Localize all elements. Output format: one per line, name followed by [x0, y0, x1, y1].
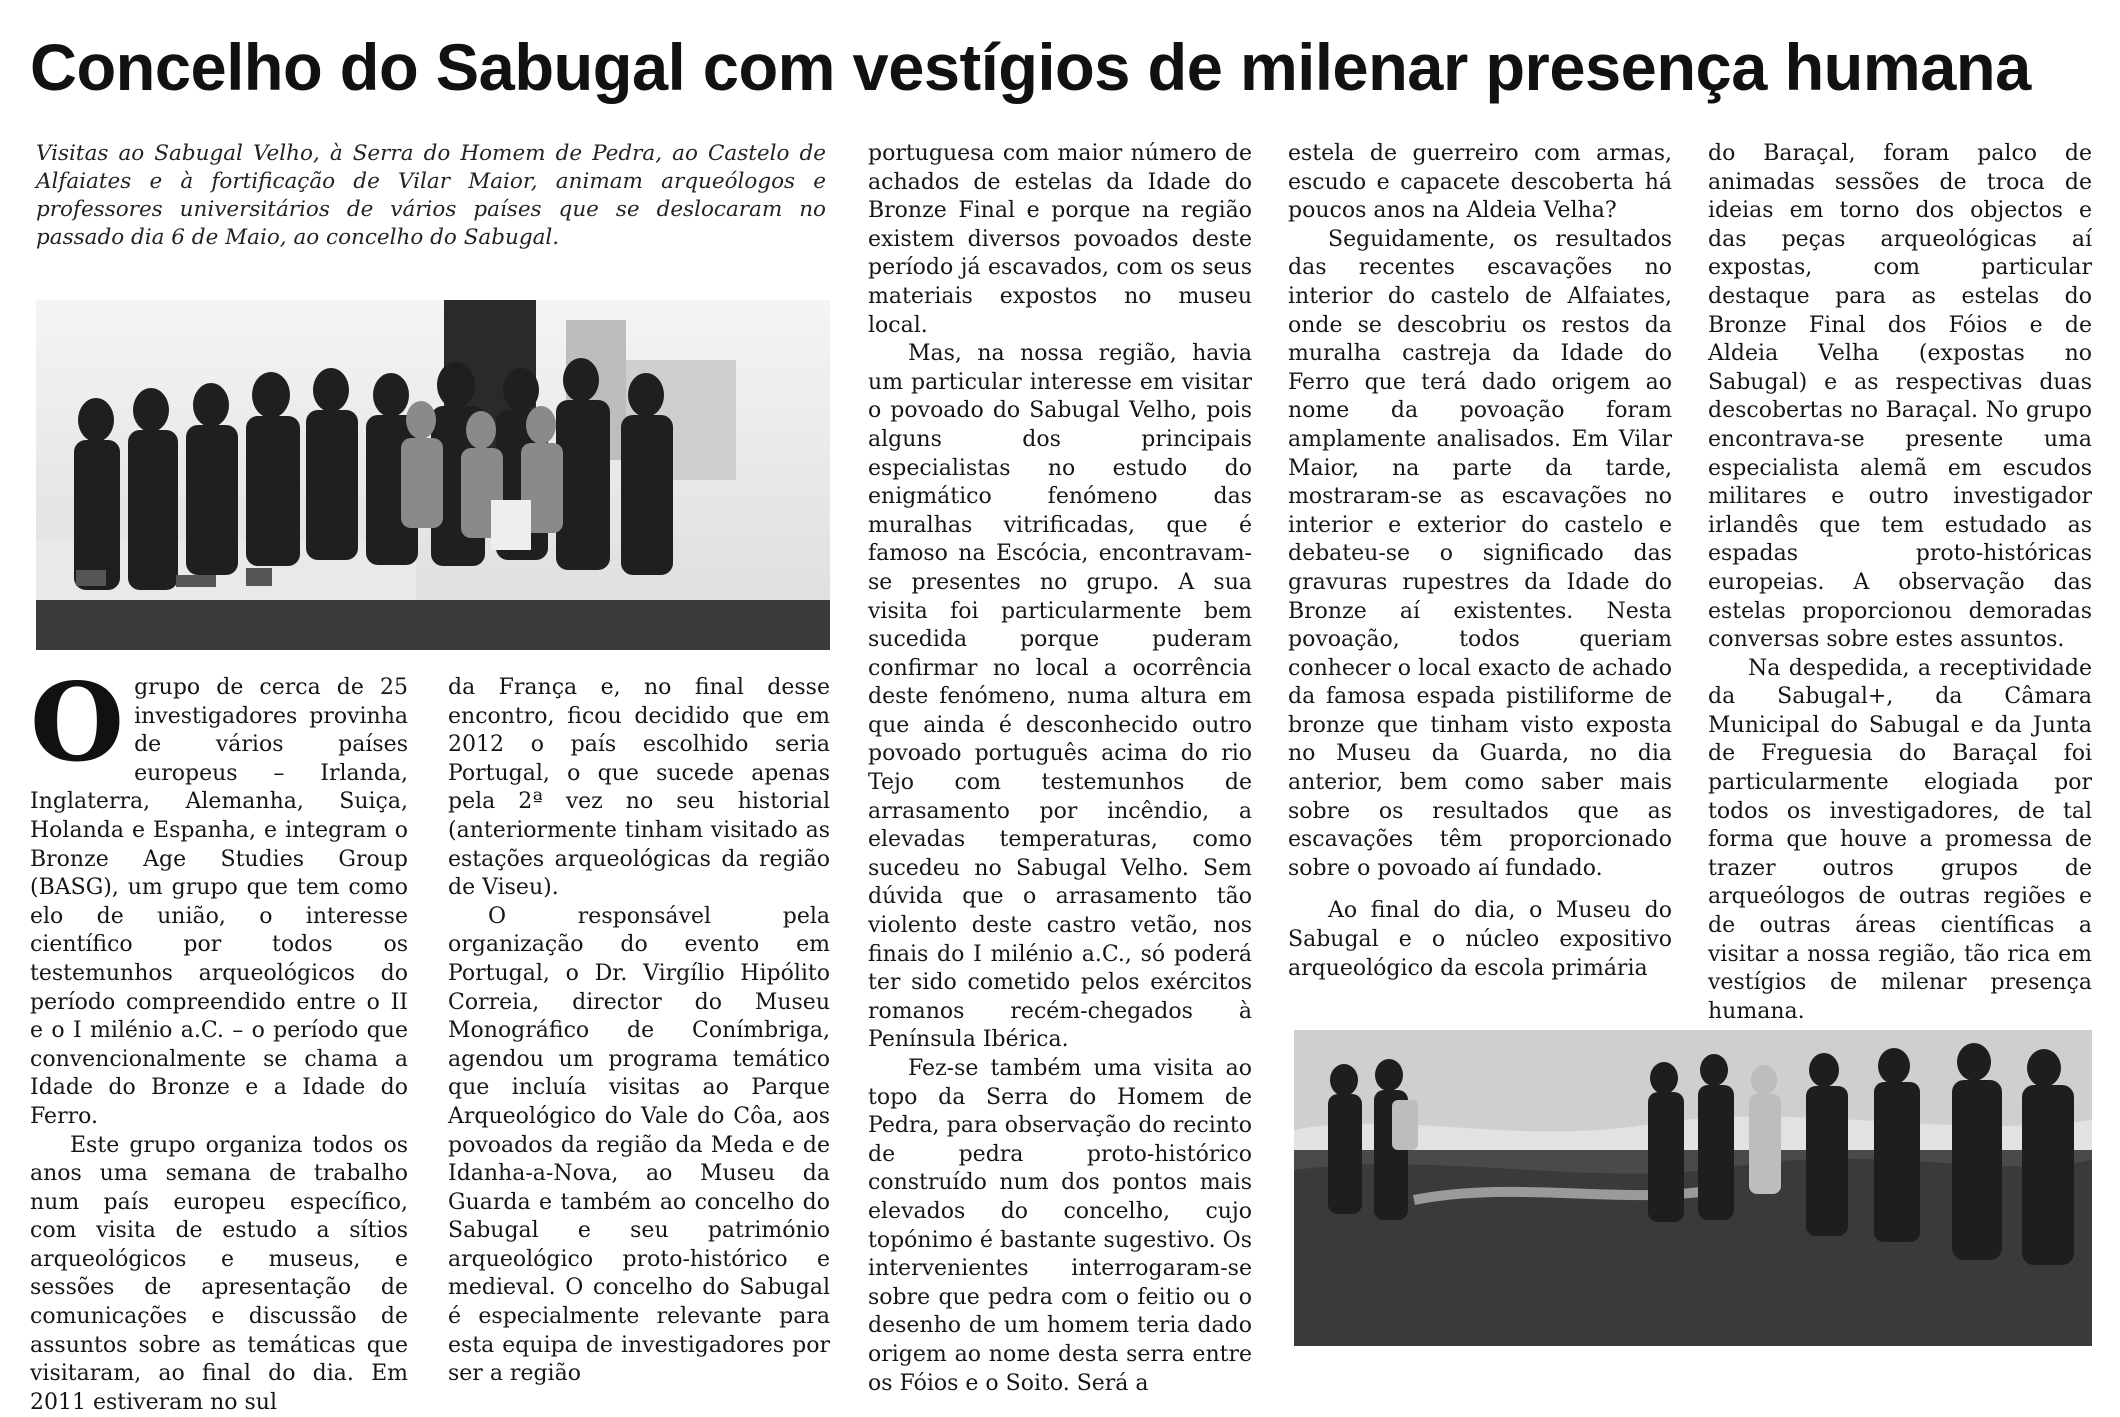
paragraph: da França e, no final desse encontro, ficou decidido que em 2012 o país escolhido seria Portugal, o que sucede apenas pela 2ª vez no seu historial (anteriormente tinham visitado as estações arqueológicas da região de Viseu).: [448, 674, 830, 903]
paragraph: Ao final do dia, o Museu do Sabugal e o núcleo expositivo arqueológico da escola primária: [1288, 897, 1672, 983]
article-column-4: [1288, 140, 1672, 970]
field-visit-photo-image: [1294, 1030, 2092, 1346]
article-column-3: [868, 140, 1252, 1346]
paragraph: grupo de cerca de 25 investigadores provinha de vários países europeus – Irlanda, Inglaterra, Alemanha, Suiça, Holanda e Espanha, e integram o Bronze Age Studies Group (BASG), um grupo que tem como elo de união, o interesse científico por todos os testemunhos arqueológicos do período compreendido entre o II e o I milénio a.C. – o período que convencionalmente se chama a Idade do Bronze e a Idade do Ferro.: [30, 674, 408, 1132]
paragraph: Na despedida, a receptividade da Sabugal+, da Câmara Municipal do Sabugal e da Junta de Freguesia do Baraçal foi particularmente elogiada por todos os investigadores, de tal forma que houve a promessa de trazer outros grupos de arqueólogos de outras regiões e de outras áreas científicas a visitar a nossa região, tão rica em vestígios de milenar presença humana.: [1708, 655, 2092, 1027]
group-photo-image: [36, 300, 830, 650]
article-column-5: [1708, 140, 2092, 970]
article-lead: Visitas ao Sabugal Velho, à Serra do Homem de Pedra, ao Castelo de Alfaiates e à fortificação de Vilar Maior, animam arqueólogos e professores universitários de vários países que se deslocaram no passado dia 6 de Maio, ao concelho do Sabugal.: [36, 140, 826, 252]
paragraph: Seguidamente, os resultados das recentes escavações no interior do castelo de Alfaiates, onde se descobriu os restos da muralha castreja da Idade do Ferro que terá dado origem ao nome da povoação foram amplamente analisados. Em Vilar Maior, na parte da tarde, mostraram-se as escavações no interior e exterior do castelo e debateu-se o significado das gravuras rupestres da Idade do Bronze aí existentes. Nesta povoação, todos queriam conhecer o local exacto de achado da famosa espada pistiliforme de bronze que tinham visto exposta no Museu da Guarda, no dia anterior, bem como saber mais sobre os resultados que as escavações têm proporcionado sobre o povoado aí fundado.: [1288, 226, 1672, 884]
field-visit-photo: [1294, 1030, 2092, 1346]
paragraph: Fez-se também uma visita ao topo da Serra do Homem de Pedra, para observação do recinto de pedra proto-histórico construído num dos pontos mais elevados do concelho, cujo topónimo é bastante sugestivo. Os intervenientes interrogaram-se sobre que pedra com o feitio ou o desenho de um homem teria dado origem ao nome desta serra entre os Fóios e o Soito. Será a: [868, 1055, 1252, 1398]
paragraph: Mas, na nossa região, havia um particular interesse em visitar o povoado do Sabugal Velho, pois alguns dos principais especialistas no estudo do enigmático fenómeno das muralhas vitrificadas, que é famoso na Escócia, encontravam-se presentes no grupo. A sua visita foi particularmente bem sucedida porque puderam confirmar no local a ocorrência deste fenómeno, numa altura em que ainda é desconhecido outro povoado português acima do rio Tejo com testemunhos de arrasamento por incêndio, a elevadas temperaturas, como sucedeu no Sabugal Velho. Sem dúvida que o arrasamento tão violento deste castro vetão, nos finais do I milénio a.C., só poderá ter sido cometido pelos exércitos romanos recém-chegados à Península Ibérica.: [868, 340, 1252, 1055]
drop-cap: O: [30, 680, 124, 766]
article-column-2: [448, 674, 830, 1346]
paragraph: estela de guerreiro com armas, escudo e capacete descoberta há poucos anos na Aldeia Velha?: [1288, 140, 1672, 226]
article-column-1: [30, 674, 408, 1346]
paragraph: Este grupo organiza todos os anos uma semana de trabalho num país europeu específico, com visita de estudo a sítios arqueológicos e museus, e sessões de apresentação de comunicações e discussão de assuntos sobre as temáticas que visitaram, ao final do dia. Em 2011 estiveram no sul: [30, 1132, 408, 1417]
paragraph: do Baraçal, foram palco de animadas sessões de troca de ideias em torno dos objectos e das peças arqueológicas aí expostas, com particular destaque para as estelas do Bronze Final dos Fóios e de Aldeia Velha (expostas no Sabugal) e as respectivas duas descobertas no Baraçal. No grupo encontrava-se presente uma especialista alemã em escudos militares e outro investigador irlandês que tem estudado as espadas proto-históricas europeias. A observação das estelas proporcionou demoradas conversas sobre estes assuntos.: [1708, 140, 2092, 655]
paragraph: O responsável pela organização do evento em Portugal, o Dr. Virgílio Hipólito Correia, director do Museu Monográfico de Conímbriga, agendou um programa temático que incluía visitas ao Parque Arqueológico do Vale do Côa, aos povoados da região da Meda e de Idanha-a-Nova, ao Museu da Guarda e também ao concelho do Sabugal e seu património arqueológico proto-histórico e medieval. O concelho do Sabugal é especialmente relevante para esta equipa de investigadores por ser a região: [448, 903, 830, 1389]
article-headline: Concelho do Sabugal com vestígios de milenar presença humana: [30, 22, 2069, 112]
paragraph: portuguesa com maior número de achados de estelas da Idade do Bronze Final e porque na região existem diversos povoados deste período já escavados, com os seus materiais expostos no museu local.: [868, 140, 1252, 340]
group-photo: [36, 300, 830, 650]
